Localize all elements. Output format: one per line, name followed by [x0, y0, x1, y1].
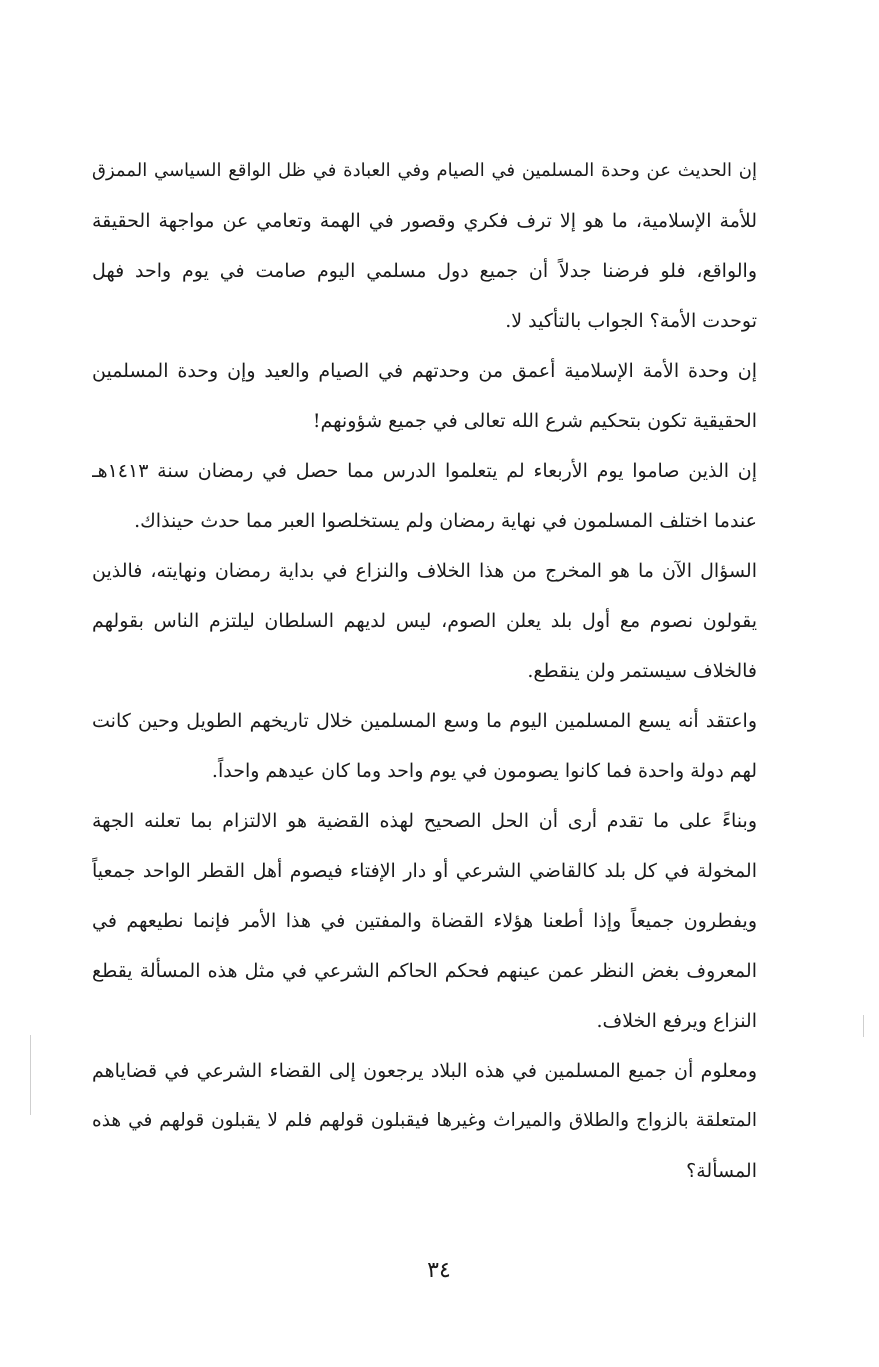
paragraph [92, 1046, 757, 1196]
text-line: ومعلوم أن جميع المسلمين في هذه البلاد يرجعون إلى القضاء الشرعي في قضاياهم [92, 1060, 757, 1082]
paragraph [92, 346, 757, 446]
paragraph [92, 696, 757, 796]
paragraph [92, 546, 757, 696]
scan-margin-mark [30, 1035, 31, 1115]
text-line: إن وحدة الأمة الإسلامية أعمق من وحدتهم في الصيام والعيد وإن وحدة المسلمين [92, 360, 757, 382]
text-line: وبناءً على ما تقدم أرى أن الحل الصحيح لهذه القضية هو الالتزام بما تعلنه الجهة [92, 810, 757, 832]
paragraph [92, 146, 757, 346]
text-line: المسألة؟ [686, 1160, 757, 1182]
text-line: ويفطرون جميعاً وإذا أطعنا هؤلاء القضاة والمفتين في هذا الأمر فإنما نطيعهم في [92, 910, 757, 932]
page-number: ٣٤ [427, 1258, 451, 1283]
text-line: عندما اختلف المسلمون في نهاية رمضان ولم يستخلصوا العبر مما حدث حينذاك. [134, 510, 757, 532]
text-line: توحدت الأمة؟ الجواب بالتأكيد لا. [505, 310, 757, 332]
text-line: لهم دولة واحدة فما كانوا يصومون في يوم واحد وما كان عيدهم واحداً. [211, 760, 757, 782]
text-line: المعروف بغض النظر عمن عينهم فحكم الحاكم الشرعي في مثل هذه المسألة يقطع [92, 960, 757, 982]
text-line: والواقع، فلو فرضنا جدلاً أن جميع دول مسلمي اليوم صامت في يوم واحد فهل [92, 260, 757, 282]
text-line: السؤال الآن ما هو المخرج من هذا الخلاف والنزاع في بداية رمضان ونهايته، فالذين [92, 560, 757, 582]
text-line: إن الحديث عن وحدة المسلمين في الصيام وفي العبادة في ظل الواقع السياسي الممزق [92, 160, 757, 181]
scan-margin-mark [863, 1015, 864, 1037]
body-text [92, 146, 757, 1196]
text-line: يقولون نصوم مع أول بلد يعلن الصوم، ليس لديهم السلطان ليلتزم الناس بقولهم [92, 610, 757, 632]
paragraph [92, 796, 757, 1046]
text-line: المتعلقة بالزواج والطلاق والميراث وغيرها فيقبلون قولهم فلم لا يقبلون قولهم في هذه [92, 1110, 757, 1131]
text-line: إن الذين صاموا يوم الأربعاء لم يتعلموا الدرس مما حصل في رمضان سنة ١٤١٣هـ [92, 460, 757, 482]
text-line: فالخلاف سيستمر ولن ينقطع. [527, 660, 757, 682]
text-line: للأمة الإسلامية، ما هو إلا ترف فكري وقصور في الهمة وتعامي عن مواجهة الحقيقة [92, 210, 757, 232]
text-line: واعتقد أنه يسع المسلمين اليوم ما وسع المسلمين خلال تاريخهم الطويل وحين كانت [92, 710, 757, 732]
text-line: الحقيقية تكون بتحكيم شرع الله تعالى في جميع شؤونهم! [312, 410, 757, 432]
paragraph [92, 446, 757, 546]
text-line: المخولة في كل بلد كالقاضي الشرعي أو دار الإفتاء فيصوم أهل القطر الواحد جمعياً [92, 860, 757, 882]
text-line: النزاع ويرفع الخلاف. [596, 1010, 757, 1032]
